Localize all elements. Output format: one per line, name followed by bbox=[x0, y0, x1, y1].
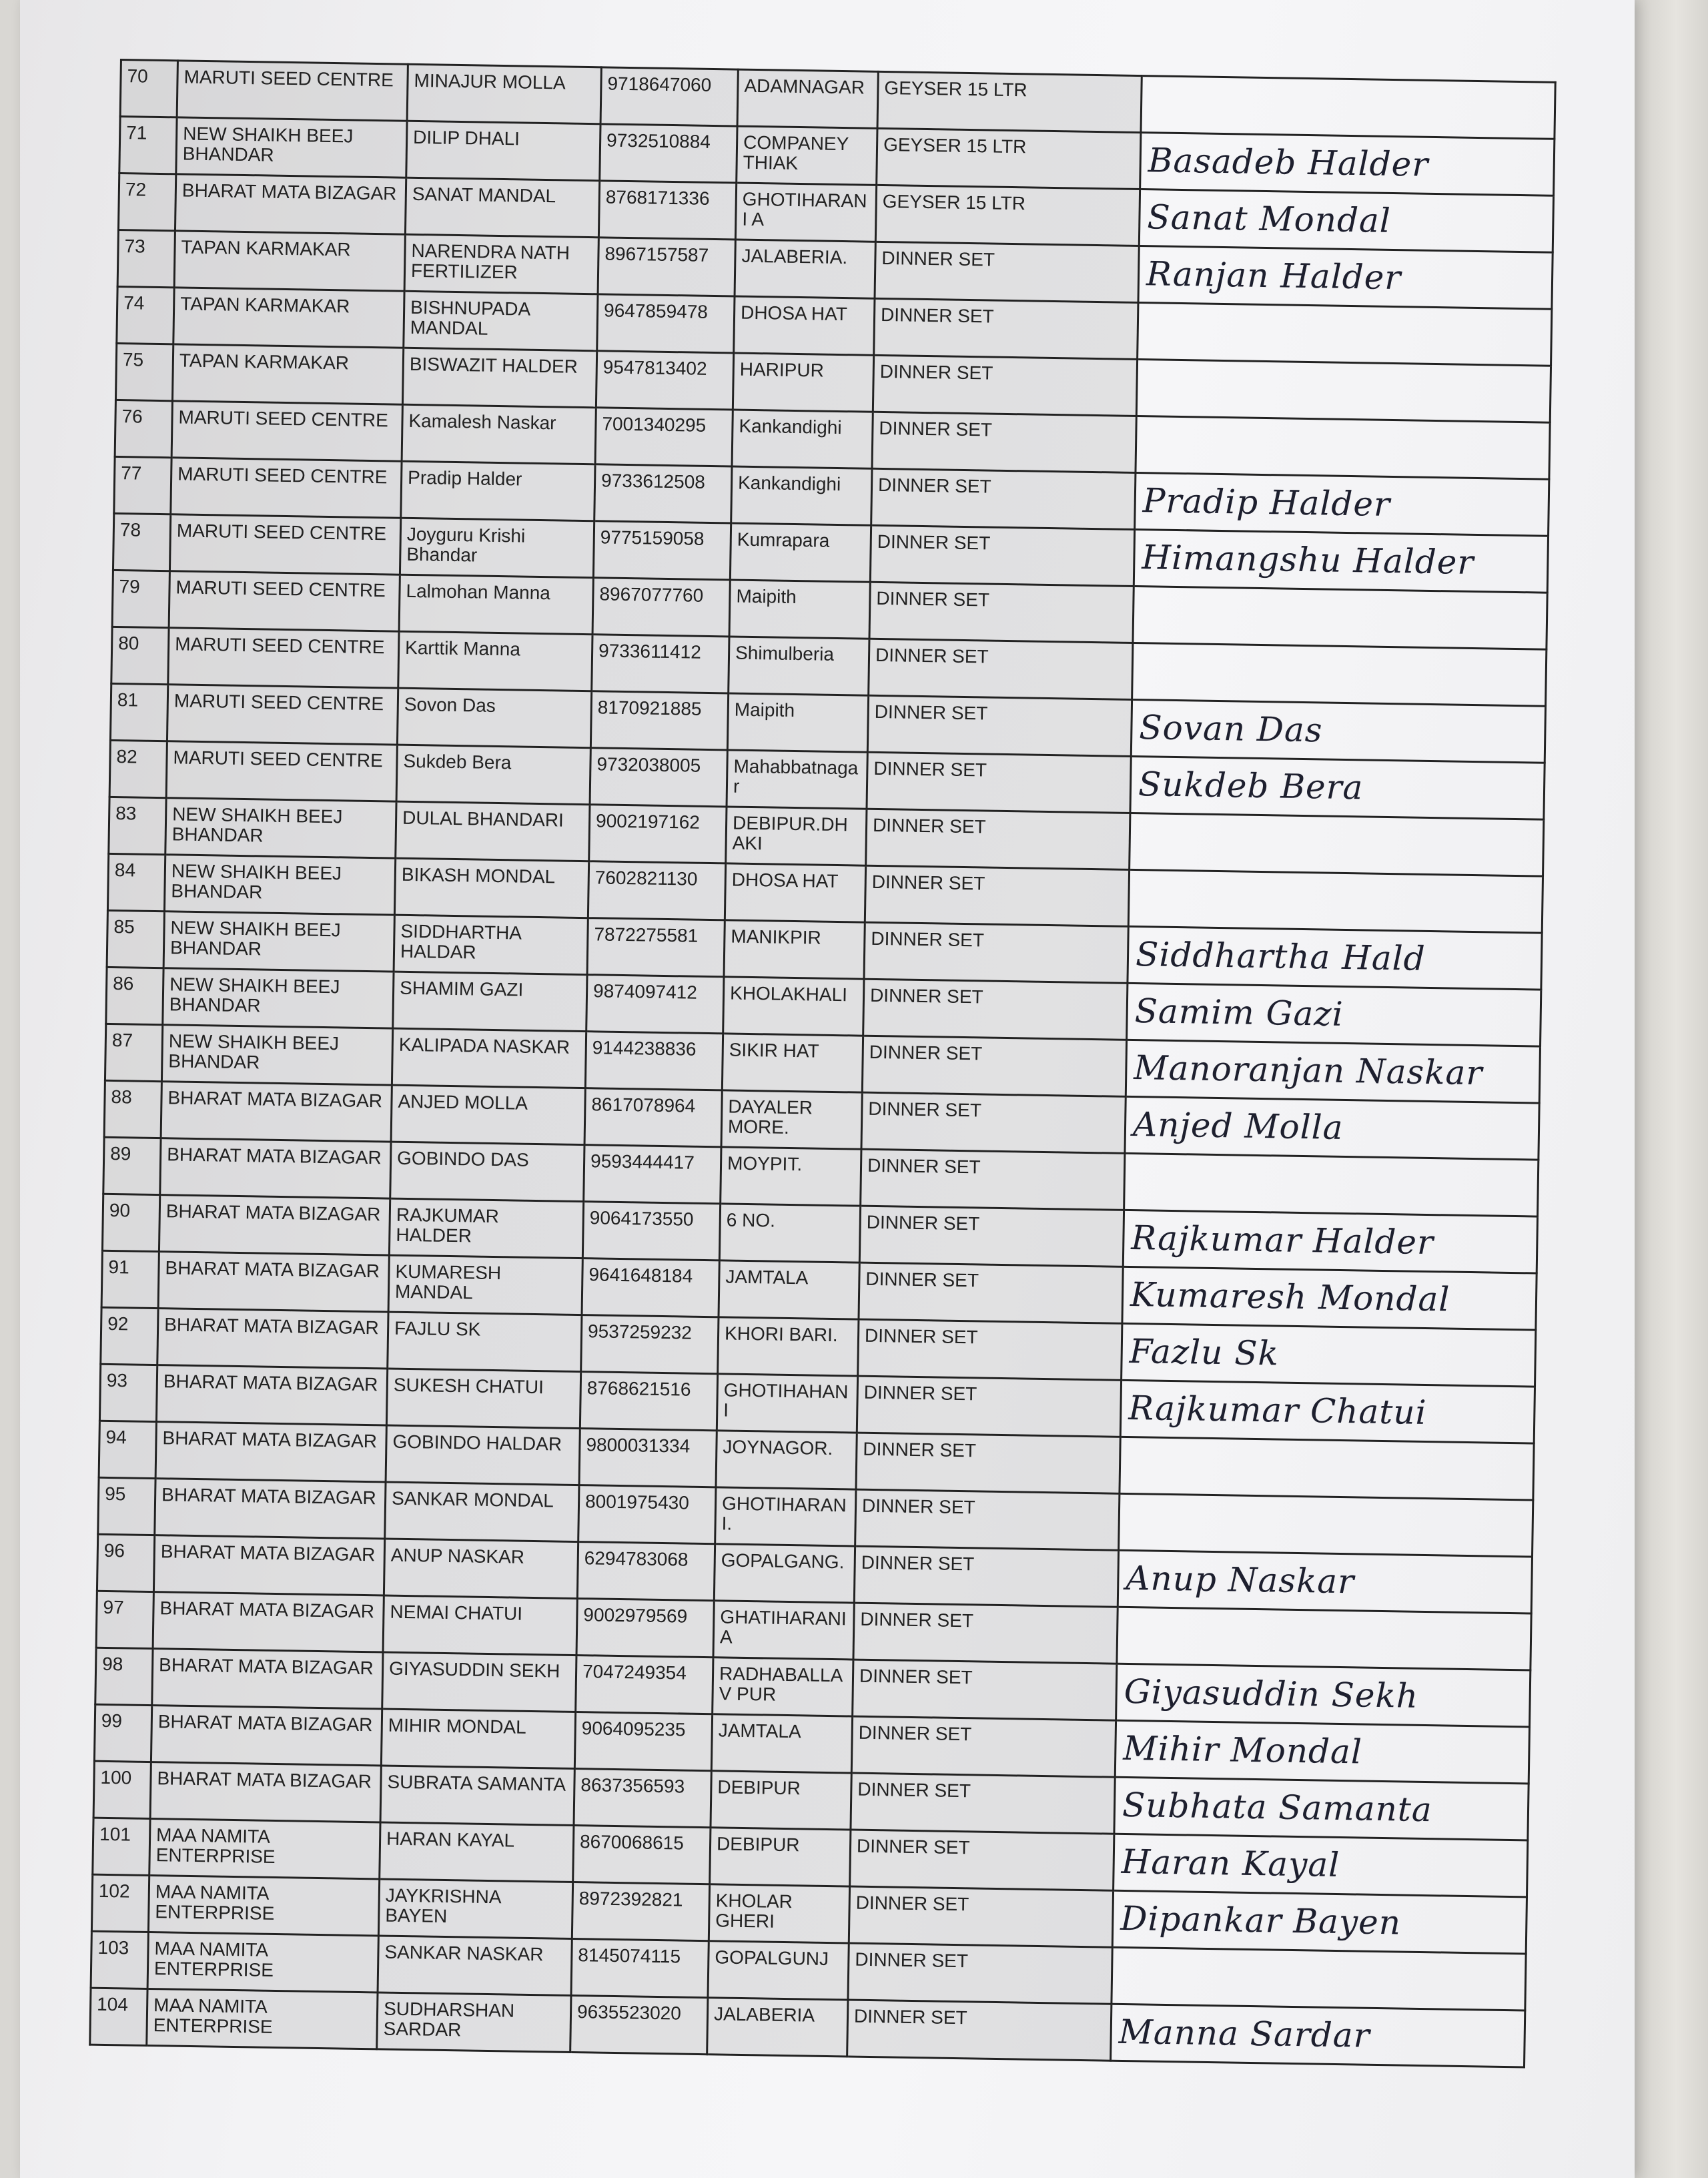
phone-number-cell: 9733612508 bbox=[594, 464, 732, 523]
village-cell: JAMTALA bbox=[711, 1714, 852, 1773]
signature-cell bbox=[1126, 1040, 1540, 1103]
signature-cell bbox=[1128, 869, 1543, 933]
item-cell: DINNER SET bbox=[851, 1716, 1116, 1777]
background-cloth bbox=[1628, 0, 1708, 2178]
village-cell: DHOSA HAT bbox=[725, 863, 865, 922]
village-cell: JALABERIA bbox=[707, 1998, 848, 2057]
village-cell: KHOLAKHALI bbox=[723, 977, 864, 1036]
dealer-name-cell: BHARAT MATA BIZAGAR bbox=[152, 1649, 383, 1709]
item-cell: DINNER SET bbox=[855, 1489, 1120, 1550]
signature-cell bbox=[1119, 1493, 1533, 1557]
farmer-name-cell: ANJED MOLLA bbox=[391, 1085, 585, 1145]
village-cell: GHOTIHAHANI bbox=[717, 1374, 857, 1433]
phone-number-cell: 8768621516 bbox=[580, 1372, 717, 1431]
handwritten-signature: Sanat Mondal bbox=[1147, 198, 1392, 240]
dealer-name-cell: BHARAT MATA BIZAGAR bbox=[161, 1082, 392, 1142]
phone-number-cell: 9732038005 bbox=[590, 748, 727, 807]
dealer-name-cell: MAA NAMITA ENTERPRISE bbox=[147, 1989, 378, 2049]
handwritten-signature bbox=[1146, 310, 1547, 316]
village-cell: Maipith bbox=[729, 580, 870, 639]
handwritten-signature bbox=[1127, 1501, 1528, 1507]
signature-cell bbox=[1120, 1380, 1535, 1443]
village-cell: GHATIHARANI A bbox=[713, 1601, 854, 1660]
serial-number-cell: 72 bbox=[118, 173, 175, 231]
phone-number-cell: 8768171336 bbox=[598, 181, 736, 240]
phone-number-cell: 9874097412 bbox=[586, 975, 724, 1034]
farmer-name-cell: NEMAI CHATUI bbox=[383, 1595, 577, 1656]
serial-number-cell: 92 bbox=[101, 1307, 158, 1365]
phone-number-cell: 8637356593 bbox=[574, 1769, 711, 1828]
signature-cell bbox=[1117, 1607, 1531, 1670]
dealer-name-cell: MARUTI SEED CENTRE bbox=[166, 741, 397, 801]
village-cell: MOYPIT. bbox=[721, 1147, 861, 1206]
handwritten-signature: Haran Kayal bbox=[1121, 1842, 1340, 1885]
signature-cell bbox=[1138, 246, 1553, 310]
dealer-name-cell: BHARAT MATA BIZAGAR bbox=[153, 1592, 384, 1652]
handwritten-signature: Kumaresh Mondal bbox=[1130, 1275, 1450, 1319]
dealer-name-cell: MARUTI SEED CENTRE bbox=[167, 685, 398, 745]
phone-number-cell: 8170921885 bbox=[590, 691, 728, 750]
signature-cell bbox=[1130, 756, 1545, 819]
village-cell: KHORI BARI. bbox=[718, 1317, 859, 1376]
farmer-name-cell: JAYKRISHNA BAYEN bbox=[378, 1879, 572, 1939]
dealer-name-cell: NEW SHAIKH BEEJ BHANDAR bbox=[164, 855, 395, 915]
dealer-name-cell: MARUTI SEED CENTRE bbox=[177, 61, 408, 121]
village-cell: GOPALGUNJ bbox=[708, 1941, 849, 2000]
signature-cell bbox=[1111, 2004, 1525, 2067]
item-cell: DINNER SET bbox=[873, 355, 1137, 416]
handwritten-signature: Anup Naskar bbox=[1125, 1558, 1355, 1601]
item-cell: DINNER SET bbox=[862, 1036, 1126, 1096]
phone-number-cell: 7872275581 bbox=[587, 918, 725, 977]
handwritten-signature: Pradip Halder bbox=[1142, 481, 1391, 524]
beneficiary-list bbox=[89, 59, 1555, 2068]
handwritten-signature bbox=[1140, 651, 1541, 657]
phone-number-cell: 9547813402 bbox=[596, 351, 733, 410]
phone-number-cell: 8001975430 bbox=[578, 1485, 716, 1544]
phone-number-cell: 9800031334 bbox=[579, 1429, 717, 1487]
signature-cell bbox=[1114, 1834, 1528, 1897]
signature-cell bbox=[1112, 1890, 1527, 1954]
signature-cell bbox=[1135, 472, 1549, 536]
serial-number-cell: 79 bbox=[112, 570, 169, 627]
serial-number-cell: 75 bbox=[115, 343, 173, 400]
dealer-name-cell: NEW SHAIKH BEEJ BHANDAR bbox=[176, 117, 407, 177]
item-cell: DINNER SET bbox=[871, 468, 1136, 529]
signature-cell bbox=[1138, 303, 1552, 366]
phone-number-cell: 9641648184 bbox=[582, 1258, 719, 1317]
dealer-name-cell: BHARAT MATA BIZAGAR bbox=[160, 1138, 391, 1198]
signature-cell bbox=[1131, 699, 1545, 763]
paper-sheet bbox=[20, 0, 1635, 2178]
village-cell: KHOLAR GHERI bbox=[709, 1884, 849, 1943]
handwritten-signature bbox=[1150, 83, 1551, 89]
signature-cell bbox=[1141, 76, 1555, 139]
serial-number-cell: 101 bbox=[93, 1818, 150, 1875]
serial-number-cell: 80 bbox=[111, 627, 169, 684]
item-cell: DINNER SET bbox=[867, 752, 1131, 813]
item-cell: DINNER SET bbox=[853, 1660, 1117, 1720]
item-cell: DINNER SET bbox=[869, 639, 1133, 699]
signature-cell bbox=[1132, 643, 1547, 706]
dealer-name-cell: MARUTI SEED CENTRE bbox=[169, 571, 400, 631]
farmer-name-cell: BIKASH MONDAL bbox=[394, 858, 588, 918]
item-cell: DINNER SET bbox=[863, 979, 1128, 1040]
handwritten-signature: Ranjan Halder bbox=[1146, 254, 1402, 298]
signature-cell bbox=[1115, 1720, 1529, 1784]
farmer-name-cell: NARENDRA NATH FERTILIZER bbox=[404, 234, 598, 294]
handwritten-signature: Fazlu Sk bbox=[1129, 1332, 1280, 1373]
item-cell: DINNER SET bbox=[867, 695, 1132, 756]
village-cell: GHOTIHARANI. bbox=[715, 1487, 856, 1546]
farmer-name-cell: HARAN KAYAL bbox=[380, 1822, 574, 1882]
serial-number-cell: 71 bbox=[119, 117, 177, 174]
item-cell: DINNER SET bbox=[858, 1319, 1122, 1380]
farmer-name-cell: Pradip Halder bbox=[401, 461, 595, 521]
signature-cell bbox=[1124, 1153, 1539, 1216]
farmer-name-cell: SANKAR NASKAR bbox=[378, 1936, 572, 1996]
serial-number-cell: 70 bbox=[120, 60, 177, 117]
village-cell: Kankandighi bbox=[731, 466, 872, 525]
serial-number-cell: 85 bbox=[107, 910, 164, 968]
signature-cell bbox=[1120, 1437, 1534, 1500]
serial-number-cell: 91 bbox=[101, 1250, 159, 1308]
village-cell: COMPANEY THIAK bbox=[737, 126, 877, 185]
handwritten-signature: Giyasuddin Sekh bbox=[1124, 1672, 1419, 1716]
village-cell: RADHABALLAV PUR bbox=[713, 1658, 853, 1716]
village-cell: HARIPUR bbox=[733, 353, 873, 412]
item-cell: DINNER SET bbox=[857, 1376, 1121, 1437]
item-cell: DINNER SET bbox=[847, 2000, 1112, 2061]
phone-number-cell: 7602821130 bbox=[588, 861, 725, 920]
dealer-name-cell: BHARAT MATA BIZAGAR bbox=[153, 1535, 384, 1595]
handwritten-signature: Anjed Molla bbox=[1132, 1105, 1344, 1147]
phone-number-cell: 9718647060 bbox=[600, 67, 738, 126]
dealer-name-cell: NEW SHAIKH BEEJ BHANDAR bbox=[163, 968, 394, 1028]
phone-number-cell: 9537259232 bbox=[581, 1315, 719, 1374]
farmer-name-cell: SUDHARSHAN SARDAR bbox=[377, 1992, 571, 2053]
table-body bbox=[90, 60, 1555, 2067]
item-cell: DINNER SET bbox=[851, 1773, 1115, 1834]
farmer-name-cell: ANUP NASKAR bbox=[384, 1539, 578, 1599]
handwritten-signature: Rajkumar Halder bbox=[1130, 1218, 1434, 1262]
handwritten-signature: Samim Gazi bbox=[1134, 992, 1344, 1034]
signature-cell bbox=[1127, 983, 1541, 1046]
village-cell: Shimulberia bbox=[729, 637, 869, 695]
phone-number-cell: 6294783068 bbox=[577, 1542, 715, 1601]
serial-number-cell: 93 bbox=[99, 1364, 157, 1421]
village-cell: Kankandighi bbox=[732, 410, 873, 468]
dealer-name-cell: TAPAN KARMAKAR bbox=[174, 231, 405, 291]
phone-number-cell: 9732510884 bbox=[600, 124, 737, 183]
handwritten-signature bbox=[1145, 367, 1546, 373]
farmer-name-cell: Sovon Das bbox=[397, 688, 591, 748]
handwritten-signature: Basadeb Halder bbox=[1148, 141, 1429, 184]
item-cell: GEYSER 15 LTR bbox=[877, 128, 1141, 189]
handwritten-signature: Sovan Das bbox=[1138, 708, 1323, 750]
handwritten-signature bbox=[1144, 424, 1545, 430]
phone-number-cell: 9144238836 bbox=[585, 1032, 723, 1090]
signature-cell bbox=[1128, 926, 1542, 990]
serial-number-cell: 81 bbox=[110, 683, 167, 741]
phone-number-cell: 9635523020 bbox=[570, 1995, 708, 2054]
farmer-name-cell: SUBRATA SAMANTA bbox=[380, 1766, 574, 1826]
phone-number-cell: 9733611412 bbox=[592, 635, 729, 693]
serial-number-cell: 84 bbox=[107, 853, 165, 911]
farmer-name-cell: BISHNUPADA MANDAL bbox=[404, 291, 598, 351]
dealer-name-cell: MARUTI SEED CENTRE bbox=[168, 628, 399, 688]
village-cell: Mahabbatnagar bbox=[727, 750, 867, 809]
farmer-name-cell: GOBINDO DAS bbox=[390, 1142, 584, 1202]
item-cell: GEYSER 15 LTR bbox=[877, 71, 1142, 132]
dealer-name-cell: TAPAN KARMAKAR bbox=[173, 288, 404, 348]
serial-number-cell: 98 bbox=[95, 1648, 153, 1705]
item-cell: DINNER SET bbox=[870, 525, 1134, 586]
dealer-name-cell: MAA NAMITA ENTERPRISE bbox=[149, 1819, 380, 1879]
village-cell: GOPALGANG. bbox=[714, 1544, 855, 1603]
handwritten-signature: Mihir Mondal bbox=[1122, 1728, 1363, 1772]
phone-number-cell: 9647859478 bbox=[597, 294, 735, 353]
dealer-name-cell: BHARAT MATA BIZAGAR bbox=[175, 174, 406, 234]
serial-number-cell: 97 bbox=[96, 1591, 153, 1648]
item-cell: DINNER SET bbox=[861, 1149, 1125, 1210]
farmer-name-cell: RAJKUMAR HALDER bbox=[389, 1198, 583, 1258]
dealer-name-cell: BHARAT MATA BIZAGAR bbox=[156, 1365, 387, 1425]
serial-number-cell: 82 bbox=[109, 740, 167, 797]
phone-number-cell: 8670068615 bbox=[573, 1826, 711, 1884]
village-cell: Kumrapara bbox=[730, 523, 871, 582]
phone-number-cell: 9593444417 bbox=[584, 1145, 721, 1204]
serial-number-cell: 88 bbox=[104, 1080, 161, 1138]
serial-number-cell: 89 bbox=[103, 1137, 161, 1194]
farmer-name-cell: SIDDHARTHA HALDAR bbox=[394, 915, 588, 975]
signature-cell bbox=[1122, 1266, 1537, 1330]
signature-cell bbox=[1114, 1777, 1529, 1840]
item-cell: DINNER SET bbox=[869, 582, 1134, 643]
item-cell: DINNER SET bbox=[864, 922, 1128, 983]
item-cell: DINNER SET bbox=[850, 1830, 1114, 1890]
village-cell: DAYALER MORE. bbox=[721, 1090, 862, 1149]
village-cell: JALABERIA. bbox=[735, 240, 875, 298]
dealer-name-cell: BHARAT MATA BIZAGAR bbox=[151, 1706, 382, 1766]
phone-number-cell: 8145074115 bbox=[571, 1938, 709, 1997]
phone-number-cell: 8972392821 bbox=[572, 1882, 709, 1940]
signature-cell bbox=[1116, 1664, 1531, 1727]
item-cell: DINNER SET bbox=[861, 1092, 1126, 1153]
phone-number-cell: 8967077760 bbox=[592, 578, 730, 637]
dealer-name-cell: BHARAT MATA BIZAGAR bbox=[150, 1762, 381, 1822]
village-cell: DEBIPUR bbox=[710, 1828, 851, 1886]
handwritten-signature bbox=[1128, 1445, 1529, 1451]
item-cell: DINNER SET bbox=[859, 1206, 1124, 1266]
dealer-name-cell: BHARAT MATA BIZAGAR bbox=[155, 1422, 386, 1482]
village-cell: DEBIPUR.DHAKI bbox=[726, 807, 867, 865]
serial-number-cell: 77 bbox=[114, 456, 171, 514]
serial-number-cell: 104 bbox=[90, 1988, 147, 2045]
signature-cell bbox=[1112, 1947, 1526, 2011]
farmer-name-cell: Lalmohan Manna bbox=[399, 575, 593, 635]
village-cell: SIKIR HAT bbox=[722, 1034, 863, 1092]
dealer-name-cell: MAA NAMITA ENTERPRISE bbox=[148, 1876, 379, 1936]
village-cell: GHOTIHARANI A bbox=[735, 183, 876, 242]
farmer-name-cell: DILIP DHALI bbox=[406, 121, 600, 181]
dealer-name-cell: BHARAT MATA BIZAGAR bbox=[159, 1195, 390, 1255]
farmer-name-cell: BISWAZIT HALDER bbox=[402, 348, 596, 408]
dealer-name-cell: NEW SHAIKH BEEJ BHANDAR bbox=[163, 912, 394, 972]
dealer-name-cell: MARUTI SEED CENTRE bbox=[169, 514, 400, 575]
phone-number-cell: 8967157587 bbox=[598, 238, 735, 296]
item-cell: DINNER SET bbox=[849, 1886, 1113, 1947]
phone-number-cell: 9002197162 bbox=[589, 805, 727, 863]
farmer-name-cell: SANKAR MONDAL bbox=[385, 1482, 579, 1542]
item-cell: DINNER SET bbox=[872, 412, 1136, 472]
farmer-name-cell: Karttik Manna bbox=[398, 631, 592, 691]
serial-number-cell: 94 bbox=[99, 1421, 156, 1478]
handwritten-signature: Siddhartha Hald bbox=[1135, 935, 1426, 978]
item-cell: DINNER SET bbox=[865, 865, 1129, 926]
phone-number-cell: 9002979569 bbox=[576, 1599, 714, 1658]
dealer-name-cell: NEW SHAIKH BEEJ BHANDAR bbox=[165, 798, 396, 858]
handwritten-signature bbox=[1126, 1615, 1527, 1621]
handwritten-signature bbox=[1120, 1955, 1521, 1961]
farmer-name-cell: GOBINDO HALDAR bbox=[386, 1425, 580, 1485]
village-cell: JOYNAGOR. bbox=[716, 1431, 857, 1489]
handwritten-signature: Manna Sardar bbox=[1118, 2012, 1370, 2055]
village-cell: JAMTALA bbox=[719, 1260, 859, 1319]
signature-cell bbox=[1134, 529, 1548, 593]
item-cell: DINNER SET bbox=[874, 298, 1138, 359]
village-cell: Maipith bbox=[727, 693, 868, 752]
village-cell: DHOSA HAT bbox=[734, 296, 875, 355]
serial-number-cell: 87 bbox=[105, 1024, 162, 1081]
serial-number-cell: 74 bbox=[117, 286, 174, 344]
handwritten-signature: Rajkumar Chatui bbox=[1128, 1388, 1428, 1433]
dealer-name-cell: TAPAN KARMAKAR bbox=[172, 344, 403, 404]
serial-number-cell: 103 bbox=[91, 1931, 148, 1988]
phone-number-cell: 9064095235 bbox=[574, 1712, 712, 1771]
farmer-name-cell: FAJLU SK bbox=[388, 1312, 582, 1372]
dealer-name-cell: BHARAT MATA BIZAGAR bbox=[158, 1252, 389, 1312]
item-cell: DINNER SET bbox=[848, 1943, 1112, 2004]
serial-number-cell: 78 bbox=[113, 513, 170, 571]
distribution-table bbox=[89, 59, 1557, 2068]
signature-cell bbox=[1139, 190, 1553, 253]
signature-cell bbox=[1136, 416, 1550, 479]
farmer-name-cell: MIHIR MONDAL bbox=[381, 1709, 575, 1769]
signature-cell bbox=[1125, 1096, 1539, 1160]
village-cell: MANIKPIR bbox=[724, 920, 865, 979]
farmer-name-cell: DULAL BHANDARI bbox=[396, 801, 590, 861]
farmer-name-cell: SUKESH CHATUI bbox=[386, 1369, 580, 1429]
item-cell: DINNER SET bbox=[854, 1546, 1118, 1607]
signature-cell bbox=[1123, 1210, 1537, 1273]
handwritten-signature: Subhata Samanta bbox=[1122, 1785, 1433, 1830]
signature-cell bbox=[1118, 1550, 1532, 1613]
phone-number-cell: 9064173550 bbox=[582, 1202, 720, 1260]
item-cell: DINNER SET bbox=[853, 1603, 1118, 1664]
handwritten-signature bbox=[1138, 821, 1539, 827]
phone-number-cell: 7001340295 bbox=[595, 408, 733, 466]
dealer-name-cell: MARUTI SEED CENTRE bbox=[171, 458, 402, 518]
signature-cell bbox=[1133, 586, 1547, 649]
farmer-name-cell: KUMARESH MANDAL bbox=[388, 1255, 582, 1315]
farmer-name-cell: MINAJUR MOLLA bbox=[407, 64, 601, 124]
farmer-name-cell: GIYASUDDIN SEKH bbox=[382, 1652, 576, 1712]
handwritten-signature: Himangshu Halder bbox=[1141, 538, 1474, 582]
serial-number-cell: 95 bbox=[98, 1477, 155, 1535]
farmer-name-cell: Joyguru Krishi Bhandar bbox=[400, 518, 594, 578]
serial-number-cell: 86 bbox=[106, 967, 163, 1024]
phone-number-cell: 7047249354 bbox=[576, 1656, 713, 1714]
serial-number-cell: 100 bbox=[93, 1761, 151, 1818]
farmer-name-cell: Kamalesh Naskar bbox=[402, 404, 596, 464]
dealer-name-cell: BHARAT MATA BIZAGAR bbox=[155, 1479, 386, 1539]
village-cell: DEBIPUR bbox=[711, 1771, 851, 1830]
serial-number-cell: 90 bbox=[102, 1194, 159, 1251]
serial-number-cell: 73 bbox=[117, 230, 175, 287]
handwritten-signature bbox=[1132, 1161, 1533, 1167]
handwritten-signature: Sukdeb Bera bbox=[1138, 765, 1364, 807]
item-cell: DINNER SET bbox=[866, 809, 1130, 869]
phone-number-cell: 9775159058 bbox=[593, 521, 731, 580]
signature-cell bbox=[1122, 1323, 1536, 1387]
item-cell: DINNER SET bbox=[856, 1433, 1120, 1493]
serial-number-cell: 96 bbox=[97, 1534, 154, 1591]
signature-cell bbox=[1136, 360, 1551, 423]
village-cell: ADAMNAGAR bbox=[737, 69, 878, 128]
dealer-name-cell: MAA NAMITA ENTERPRISE bbox=[147, 1932, 378, 1992]
item-cell: DINNER SET bbox=[875, 242, 1139, 302]
handwritten-signature: Dipankar Bayen bbox=[1120, 1898, 1402, 1942]
handwritten-signature bbox=[1142, 594, 1543, 600]
signature-cell bbox=[1130, 813, 1544, 876]
dealer-name-cell: BHARAT MATA BIZAGAR bbox=[157, 1309, 388, 1369]
serial-number-cell: 102 bbox=[91, 1874, 149, 1932]
item-cell: DINNER SET bbox=[859, 1262, 1123, 1323]
serial-number-cell: 76 bbox=[115, 400, 172, 457]
farmer-name-cell: SHAMIM GAZI bbox=[393, 972, 587, 1032]
handwritten-signature: Manoranjan Naskar bbox=[1133, 1048, 1483, 1093]
serial-number-cell: 83 bbox=[109, 797, 166, 854]
village-cell: 6 NO. bbox=[719, 1204, 860, 1262]
handwritten-signature bbox=[1137, 877, 1538, 883]
item-cell: GEYSER 15 LTR bbox=[875, 185, 1140, 246]
dealer-name-cell: NEW SHAIKH BEEJ BHANDAR bbox=[161, 1025, 392, 1085]
phone-number-cell: 8617078964 bbox=[584, 1088, 722, 1147]
signature-cell bbox=[1140, 133, 1555, 196]
farmer-name-cell: SANAT MANDAL bbox=[405, 177, 599, 238]
farmer-name-cell: KALIPADA NASKAR bbox=[392, 1028, 586, 1088]
farmer-name-cell: Sukdeb Bera bbox=[396, 745, 590, 805]
dealer-name-cell: MARUTI SEED CENTRE bbox=[171, 401, 402, 461]
serial-number-cell: 99 bbox=[94, 1704, 151, 1762]
